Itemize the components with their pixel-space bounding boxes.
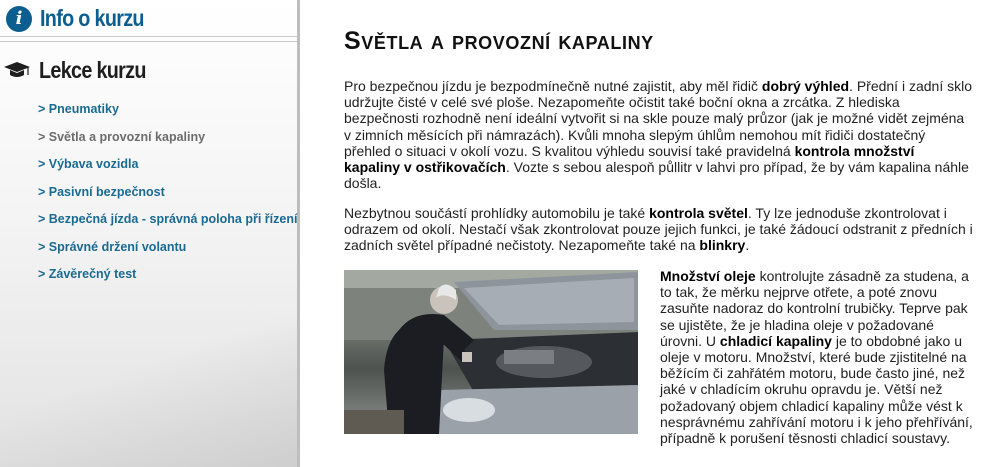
info-o-kurzu-title[interactable]: Info o kurzu bbox=[40, 5, 144, 31]
bold-text: chladicí kapaliny bbox=[719, 332, 832, 349]
lesson-link-svetla-a-provozni-kapaliny[interactable]: > Světla a provozní kapaliny bbox=[38, 129, 206, 144]
sidebar bbox=[0, 0, 300, 467]
text: . Přední i zadní sklo udržujte čisté v celé své ploše. Nezapomeňte očistit také boční okna a zrcátka. Z hlediska bezpečnosti rozhodně není ideální vytvořit si na skle pouze malý průzor (jak je možné vidět zejména v zimních měsících při námrazách). Kvůli mnoha slepým úhlům nemohou mít řidiči dostatečný přehled o situaci v okolí vozu. S kvalitou výhledu souvisí také pravidelná bbox=[344, 78, 972, 159]
paragraph-lights bbox=[344, 205, 974, 254]
text: Pro bezpečnou jízdu je bezpodmínečně nutné zajistit, aby měl řidič bbox=[344, 78, 762, 94]
text: Nezbytnou součástí prohlídky automobilu je také bbox=[344, 205, 650, 221]
bold-text: kontrola světel bbox=[649, 205, 748, 221]
divider bbox=[0, 41, 297, 42]
lesson-link-pasivni-bezpecnost[interactable]: > Pasivní bezpečnost bbox=[38, 184, 165, 199]
lesson-nav bbox=[38, 98, 297, 291]
photo-illustration bbox=[344, 270, 638, 434]
text: . Vozte s sebou alespoň půllitr v lahvi pro případ, že by vám kapalina náhle došla. bbox=[344, 159, 969, 192]
text: . Ty lze jednoduše zkontrolovat i odrazem od okolí. Nestačí však zkontrolovat pouze jejich funkci, je také žádoucí odstranit z předních i zadních světel případné nečistoty. Nezapomeňte také na bbox=[344, 205, 973, 254]
lesson-link-bezpecna-jizda[interactable]: > Bezpečná jízda - správná poloha při řízení bbox=[38, 212, 298, 226]
lesson-link-spravne-drzeni-volantu[interactable]: > Správné držení volantu bbox=[38, 239, 187, 254]
info-icon: i bbox=[6, 6, 32, 32]
text: kontrolujte zásadně za studena, a to tak, že měrku nejprve otřete, a poté znovu zasuňte nadoraz do kontrolní trubičky. Teprve pak se ujistěte, že je hladina oleje v požadované úrovni. U bbox=[660, 268, 969, 349]
page-title: Světla a provozní kapaliny bbox=[344, 27, 654, 55]
bold-text: Množství oleje bbox=[660, 268, 756, 284]
lesson-link-zaverecny-test[interactable]: > Závěrečný test bbox=[38, 267, 137, 281]
divider bbox=[0, 36, 297, 37]
graduation-cap-icon bbox=[3, 60, 31, 80]
bold-text: kontrola množství kapaliny v ostřikovačích bbox=[344, 142, 915, 176]
text: je to obdobné jako u oleje v motoru. Množství, které bude zjistitelné na běžícím či zahřátém motoru, bude často jiné, než jaké v chladícím okruhu opravdu je. Větší než požadovaný objem chladicí kapaliny může vést k nesprávnému zahřívání motoru i k jeho přehřívání, případně k porušení těsnosti chladicí soustavy. bbox=[660, 332, 973, 447]
paragraph-visibility bbox=[344, 78, 974, 191]
bold-text: blinkry bbox=[699, 237, 746, 254]
text: . bbox=[745, 237, 750, 254]
paragraph-fluids bbox=[344, 268, 974, 446]
lekce-kurzu-header[interactable] bbox=[0, 52, 297, 88]
engine-check-photo bbox=[344, 270, 638, 434]
lesson-link-vybava-vozidla[interactable]: > Výbava vozidla bbox=[38, 157, 139, 171]
info-o-kurzu-header[interactable] bbox=[0, 2, 297, 35]
lesson-link-pneumatiky[interactable]: > Pneumatiky bbox=[38, 102, 119, 116]
sidebar-fold-shading bbox=[0, 287, 300, 467]
bold-text: dobrý výhled bbox=[761, 78, 850, 94]
lekce-kurzu-title[interactable]: Lekce kurzu bbox=[39, 56, 146, 83]
